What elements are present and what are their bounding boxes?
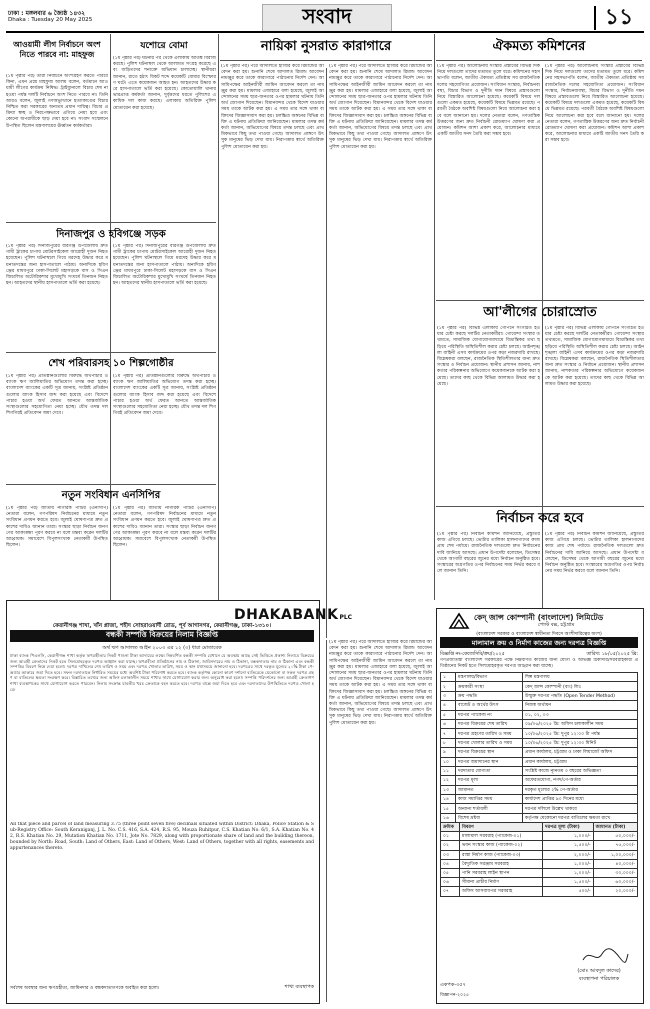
- row-label: ক্রয়কারী সংস্থা: [456, 682, 523, 691]
- tender-item-row: [441, 832, 638, 841]
- row-label: বিশেষ দ্রষ্টব্য: [456, 813, 523, 822]
- headline-consensus: ঐকমত্য কমিশনের: [492, 39, 586, 54]
- tender-info-row: [441, 691, 638, 700]
- item-description: পানি সরবরাহ লাইন স্থাপন: [460, 868, 543, 877]
- item-number: ০৭: [441, 887, 460, 896]
- row-label: অন্যান্য শর্তাবলী: [456, 804, 523, 813]
- row-number: ২: [441, 682, 456, 691]
- row-value: কর্তৃপক্ষ যেকোনো দরপত্র বাতিলের ক্ষমতা রাখে: [523, 813, 638, 822]
- row-number: ৩: [441, 691, 456, 700]
- tender-info-row: [441, 785, 638, 794]
- row-label: দরপত্র খোলার তারিখ ও সময়: [456, 738, 523, 747]
- section-rule: [6, 352, 216, 353]
- body-jessore: (১ম পৃষ্ঠার পর) ঘটনার পর থেকে এলাকায় আতঙ্ক বিরাজ করছে। পুলিশ ঘটনাস্থল থেকে আলামত সংগ্রহ করেছে এবং জড়িতদের শনাক্তে অভিযান চালাচ্ছে। স্থানীয়রা জানান, রাতে হঠাৎ বিকট শব্দে কয়েকটি বোমার বিস্ফোরণ ঘটে। এতে কয়েকজন আহত হন। আহতদের উদ্ধার করে হাসপাতালে ভর্তি করা হয়েছে। কোতোয়ালি থানার ভারপ্রাপ্ত কর্মকর্তা জানান, দুর্বৃত্তদের ধরতে পুলিশের একাধিক দল কাজ করছে। এলাকায় অতিরিক্ত পুলিশ মোতায়েন করা হয়েছে।: [113, 56, 216, 111]
- row-number: ১৫: [441, 804, 456, 813]
- row-value: কার্যাদেশ প্রাপ্তির ৯০ দিনের মধ্যে: [523, 795, 638, 804]
- headline-rule: [220, 60, 432, 61]
- row-value: কেদ্ জান্স কোম্পানী (বাং) লিঃ: [523, 682, 638, 691]
- company-note: (বাংলাদেশ সরকার ও বাংলাদেশ স্বাধীনতা দিবসে অংশীদারিত্বের অংশ): [476, 632, 602, 637]
- headline-awami: আওয়ামী লীগ নির্বাচনে অংশ নিতে পারবে না: মাহফুজ: [13, 40, 101, 59]
- row-number: ১: [441, 673, 456, 682]
- tender-left-code-2: বিজ্ঞাপন-২০২৫: [440, 993, 470, 998]
- dhakabank-subtitle: অর্থ ঋণ আদালত আইন ২০০৩ এর ১২ (৩) ধারা মোতাবেক: [102, 645, 222, 651]
- company-name: কেদ্ জান্স কোম্পানী (বাংলাদেশ) লিমিটেড: [474, 613, 604, 622]
- page-number: ১১: [604, 3, 634, 30]
- tender-info-row: [441, 738, 638, 747]
- row-value: দরকৃত মূল্যের ২% পে-অর্ডার: [523, 785, 638, 794]
- row-value: ১০/০৬/২০২৫ খ্রি: দুপুর ১২:৩০ মিনিট: [523, 738, 638, 747]
- item-deposit: ৩০,০০০/-: [593, 868, 637, 877]
- item-deposit: ১,০০,০০০/-: [593, 850, 637, 859]
- item-deposit: ৫০,০০০/-: [593, 832, 637, 841]
- col-divider: [434, 34, 435, 600]
- column-header: দরপত্র মূল্য (টাকা): [543, 823, 593, 832]
- headline-ncp: নতুন সংবিধান এনসিপির: [61, 490, 161, 501]
- body-aleague-chor-2: (১ম পৃষ্ঠার পর) বিভিন্ন এলাকায় গোপনে সংগঠিত হওয়ার চেষ্টা করছে দলটির নেতাকর্মীরা। গোয়েন্দা সংস্থার তথ্যমতে, সামাজিক যোগাযোগমাধ্যমে বিভ্রান্তিকর তথ্য ছড়িয়ে পরিস্থিতি অস্থিতিশীল করার চেষ্টা চলছে। আইনশৃঙ্খলা বাহিনী এসব কার্যক্রমের ওপর কড়া নজরদারি রাখছে। বিশ্লেষকরা বলছেন, রাজনৈতিক স্থিতিশীলতার জন্য দ্রুত সংস্কার ও নির্বাচন প্রয়োজন। স্থানীয় প্রশাসন জানায়, নাশকতার পরিকল্পনার অভিযোগে কয়েকজনকে আটক করা হয়েছে। তাদের কাছ থেকে বিভিন্ন আলামত উদ্ধার করা হয়েছে।: [545, 326, 644, 387]
- body-sheikh-2: (১ম পৃষ্ঠার পর) প্রতিষ্ঠানগুলোর বিরুদ্ধে অর্থপাচার ও ব্যাংক ঋণ জালিয়াতির অভিযোগ তদন্ত করা হচ্ছে। বাংলাদেশ ব্যাংকের একটি সূত্র জানায়, সংশ্লিষ্ট প্রতিষ্ঠানগুলোর ব্যাংক হিসাব জব্দ করা হয়েছে এবং বিদেশে পাচার হওয়া অর্থ ফেরত আনতে আন্তর্জাতিক সংস্থাগুলোর সহযোগিতা নেয়া হচ্ছে। যৌথ তদন্ত দল শিগগিরই প্রতিবেদন জমা দেবে।: [113, 374, 216, 417]
- item-deposit: ৪০,০০০/-: [593, 859, 637, 868]
- body-election-2: (১ম পৃষ্ঠার পর) নির্বাচন কমিশন জানিয়েছে, প্রস্তুতির কাজ এগিয়ে চলছে। ভোটার তালিকা হালনাগাদের কাজ প্রায় শেষ পর্যায়ে। রাজনৈতিক দলগুলো দ্রুত নির্বাচনের দাবি জানিয়ে আসছে। প্রধান উপদেষ্টা বলেছেন, ডিসেম্বর থেকে আগামী বছরের জুনের মধ্যে নির্বাচন অনুষ্ঠিত হবে। সংস্কারের অগ্রগতির ওপর নির্বাচনের সময় নির্ভর করবে বলে জানান তিনি।: [545, 532, 644, 575]
- item-price: ১,০০০/-: [543, 859, 593, 868]
- row-value: ০১, ০২, ০৩: [523, 710, 638, 719]
- row-label: ক্রয় পদ্ধতি: [456, 691, 523, 700]
- dateline-bn: ঢাকা : মঙ্গলবার ৬ জ্যৈষ্ঠ ১৪৩২: [8, 10, 86, 17]
- dhakabank-title: বন্ধকী সম্পত্তি বিক্রয়ের নিলাম বিজ্ঞপ্তি: [106, 630, 218, 639]
- item-description: ভবন সংস্কার কাজ (প্যাকেজ-০২): [460, 841, 543, 850]
- item-description: রাস্তা নির্মাণ কাজ (প্যাকেজ-০৩): [460, 850, 543, 859]
- item-description: অফিস আসবাবপত্র সরবরাহ: [460, 887, 543, 896]
- headline-dinajpur: দিনাজপুর ও হবিগঞ্জে সড়ক: [56, 229, 166, 240]
- col-divider: [110, 34, 111, 600]
- body-sheikh: (১ম পৃষ্ঠার পর) প্রতিষ্ঠানগুলোর বিরুদ্ধে অর্থপাচার ও ব্যাংক ঋণ জালিয়াতির অভিযোগ তদন্ত করা হচ্ছে। বাংলাদেশ ব্যাংকের একটি সূত্র জানায়, সংশ্লিষ্ট প্রতিষ্ঠানগুলোর ব্যাংক হিসাব জব্দ করা হয়েছে এবং বিদেশে পাচার হওয়া অর্থ ফেরত আনতে আন্তর্জাতিক সংস্থাগুলোর সহযোগিতা নেয়া হচ্ছে। যৌথ তদন্ত দল শিগগিরই প্রতিবেদন জমা দেবে।: [6, 374, 108, 417]
- item-number: ০৪: [441, 859, 460, 868]
- item-number: ০৩: [441, 850, 460, 859]
- headline-nusrat: নায়িকা নুসরাত কারাগারে: [260, 39, 392, 54]
- headline-sheikh: শেখ পরিবারসহ ১০ শিল্পগোষ্ঠীর: [48, 358, 174, 369]
- headline-election: নির্বাচন করে হবে: [496, 511, 584, 526]
- item-price: ৫০০/-: [543, 887, 593, 896]
- tender-intro: গণপ্রজাতন্ত্রী বাংলাদেশ সরকারের পক্ষে নিম্নবর্ণিত কাজের জন্য যোগ্য ও অভিজ্ঞ ঠিকাদার/সরবরাহকারী প্রতিষ্ঠানের নিকট হতে সিলমোহরকৃত দরপত্র আহ্বান করা যাচ্ছে।: [440, 658, 638, 670]
- tender-info-row: [441, 757, 638, 766]
- row-value: অফেরতযোগ্য, নগদ/পে-অর্ডার: [523, 776, 638, 785]
- body-nusrat-4: (১ম পৃষ্ঠার পর) পরে আদালতে হাজির করে রিমান্ডের আবেদন করা হয়। শুনানি শেষে আদালত রিমান্ড আবেদন নামঞ্জুর করে তাকে কারাগারে পাঠানোর নির্দেশ দেন। আসামিপক্ষের আইনজীবী জামিন আবেদন করলে তা নামঞ্জুর করা হয়। মামলার এজাহারে বলা হয়েছে, জুলাই আন্দোলনের সময় ছাত্র-জনতার ওপর হামলার ঘটনায় তিনি অর্থ জোগান দিয়েছেন। বিমানবন্দর থেকে বিদেশ যাওয়ার সময় তাকে আটক করা হয়। এ সময় তার সঙ্গে থাকা ব্যক্তিদের জিজ্ঞাসাবাদ করা হয়। চলচ্চিত্র অঙ্গনের বিভিন্ন ব্যক্তি এ ঘটনায় প্রতিক্রিয়া জানিয়েছেন। মামলার তদন্ত কর্মকর্তা জানান, অভিযোগের বিষয়ে তদন্ত চলছে এবং প্রাথমিকভাবে কিছু তথ্য পাওয়া গেছে। আদালত প্রাঙ্গণে উৎসুক মানুষের ভিড় দেখা যায়। নিরাপত্তার স্বার্থে অতিরিক্ত পুলিশ মোতায়েন করা হয়।: [329, 640, 432, 726]
- page-number-box: [594, 3, 642, 30]
- col-divider: [326, 68, 327, 638]
- tender-left-code: একপক-৩৫৭: [440, 982, 466, 988]
- column-header: জামানত (টাকা): [593, 823, 637, 832]
- row-number: ১১: [441, 766, 456, 775]
- item-deposit: ২০,০০০/-: [593, 887, 637, 896]
- body-dinajpur-2: (১ম পৃষ্ঠার পর) দিনাজপুরের বীরগঞ্জ উপজেলায় দ্রুতগামী ট্রাকের চাপায় মোটরসাইকেল আরোহী দুজন নিহত হয়েছেন। পুলিশ ঘটনাস্থলে গিয়ে মরদেহ উদ্ধার করে ময়নাতদন্তের জন্য হাসপাতালে পাঠায়। অন্যদিকে হবিগঞ্জের মাধবপুরে ঢাকা-সিলেট মহাসড়কে বাস ও সিএনজিচালিত অটোরিকশার মুখোমুখি সংঘর্ষে তিনজন নিহত হন। আহতদের স্থানীয় হাসপাতালে ভর্তি করা হয়েছে।: [113, 244, 216, 287]
- row-number: ৭: [441, 729, 456, 738]
- row-number: ৫: [441, 710, 456, 719]
- tender-info-row: [441, 748, 638, 757]
- row-label: কাজ সমাপ্তির সময়: [456, 795, 523, 804]
- item-description: মালামাল সরবরাহ (প্যাকেজ-০১): [460, 832, 543, 841]
- masthead-title: সংবাদ: [302, 3, 352, 28]
- masthead: [262, 4, 392, 32]
- tender-info-row: [441, 673, 638, 682]
- tender-info-row: [441, 710, 638, 719]
- tender-info-row: [441, 719, 638, 728]
- body-nusrat: (১ম পৃষ্ঠার পর) পরে আদালতে হাজির করে রিমান্ডের আবেদন করা হয়। শুনানি শেষে আদালত রিমান্ড আবেদন নামঞ্জুর করে তাকে কারাগারে পাঠানোর নির্দেশ দেন। আসামিপক্ষের আইনজীবী জামিন আবেদন করলে তা নামঞ্জুর করা হয়। মামলার এজাহারে বলা হয়েছে, জুলাই আন্দোলনের সময় ছাত্র-জনতার ওপর হামলার ঘটনায় তিনি অর্থ জোগান দিয়েছেন। বিমানবন্দর থেকে বিদেশ যাওয়ার সময় তাকে আটক করা হয়। এ সময় তার সঙ্গে থাকা ব্যক্তিদের জিজ্ঞাসাবাদ করা হয়। চলচ্চিত্র অঙ্গনের বিভিন্ন ব্যক্তি এ ঘটনায় প্রতিক্রিয়া জানিয়েছেন। মামলার তদন্ত কর্মকর্তা জানান, অভিযোগের বিষয়ে তদন্ত চলছে এবং প্রাথমিকভাবে কিছু তথ্য পাওয়া গেছে। আদালত প্রাঙ্গণে উৎসুক মানুষের ভিড় দেখা যায়। নিরাপত্তার স্বার্থে অতিরিক্ত পুলিশ মোতায়েন করা হয়।: [221, 64, 324, 150]
- row-value: প্রধান কার্যালয়, চট্টগ্রাম: [523, 757, 638, 766]
- row-label: দরপত্র বিক্রয়ের স্থান: [456, 748, 523, 757]
- signature-scribble-icon: [580, 946, 630, 966]
- tender-items-header: [441, 823, 638, 832]
- col-divider: [326, 640, 327, 1002]
- body-aleague-chor: (১ম পৃষ্ঠার পর) বিভিন্ন এলাকায় গোপনে সংগঠিত হওয়ার চেষ্টা করছে দলটির নেতাকর্মীরা। গোয়েন্দা সংস্থার তথ্যমতে, সামাজিক যোগাযোগমাধ্যমে বিভ্রান্তিকর তথ্য ছড়িয়ে পরিস্থিতি অস্থিতিশীল করার চেষ্টা চলছে। আইনশৃঙ্খলা বাহিনী এসব কার্যক্রমের ওপর কড়া নজরদারি রাখছে। বিশ্লেষকরা বলছেন, রাজনৈতিক স্থিতিশীলতার জন্য দ্রুত সংস্কার ও নির্বাচন প্রয়োজন। স্থানীয় প্রশাসন জানায়, নাশকতার পরিকল্পনার অভিযোগে কয়েকজনকে আটক করা হয়েছে। তাদের কাছ থেকে বিভিন্ন আলামত উদ্ধার করা হয়েছে।: [437, 326, 540, 387]
- row-label: দরপত্র মূল্য: [456, 776, 523, 785]
- item-number: ০৬: [441, 878, 460, 887]
- body-consensus: (১ম পৃষ্ঠার পর) আলোচনায় সংস্কার প্রস্তাবের বিভিন্ন দিক নিয়ে দলগুলো তাদের মতামত তুলে ধরে। কমিশনের সহসভাপতি বলেন, জাতীয় ঐকমত্য প্রতিষ্ঠায় সব রাজনৈতিক দলের সহযোগিতা প্রয়োজন। সংবিধান সংস্কার, নির্বাচনব্যবস্থা, বিচার বিভাগ ও দুর্নীতি দমন বিষয়ে প্রস্তাবগুলো নিয়ে বিস্তারিত আলোচনা হয়েছে। কয়েকটি বিষয়ে দলগুলো একমত হয়েছে, কয়েকটি বিষয়ে ভিন্নমত রয়েছে। পরবর্তী বৈঠকে অবশিষ্ট বিষয়গুলো নিয়ে আলোচনা করা হবে বলে জানানো হয়। দলের নেতারা বলেন, গণতান্ত্রিক উত্তরণের জন্য দ্রুত নির্বাচনী রোডম্যাপ ঘোষণা করা প্রয়োজন। কমিশন আশা প্রকাশ করে, আলোচনার মাধ্যমে একটি জাতীয় সনদ তৈরি করা সম্ভব হবে।: [437, 64, 540, 138]
- row-value: প্রধান কার্যালয়, চট্টগ্রাম ও ঢাকা লিয়াজোঁ অফিস: [523, 748, 638, 757]
- row-number: ১৪: [441, 795, 456, 804]
- row-value: উন্মুক্ত দরপত্র পদ্ধতি (Open Tender Method): [523, 691, 638, 700]
- body-nusrat-2: (১ম পৃষ্ঠার পর) পরে আদালতে হাজির করে রিমান্ডের আবেদন করা হয়। শুনানি শেষে আদালত রিমান্ড আবেদন নামঞ্জুর করে তাকে কারাগারে পাঠানোর নির্দেশ দেন। আসামিপক্ষের আইনজীবী জামিন আবেদন করলে তা নামঞ্জুর করা হয়। মামলার এজাহারে বলা হয়েছে, জুলাই আন্দোলনের সময় ছাত্র-জনতার ওপর হামলার ঘটনায় তিনি অর্থ জোগান দিয়েছেন। বিমানবন্দর থেকে বিদেশ যাওয়ার সময় তাকে আটক করা হয়। এ সময় তার সঙ্গে থাকা ব্যক্তিদের জিজ্ঞাসাবাদ করা হয়। চলচ্চিত্র অঙ্গনের বিভিন্ন ব্যক্তি এ ঘটনায় প্রতিক্রিয়া জানিয়েছেন। মামলার তদন্ত কর্মকর্তা জানান, অভিযোগের বিষয়ে তদন্ত চলছে এবং প্রাথমিকভাবে কিছু তথ্য পাওয়া গেছে। আদালত প্রাঙ্গণে উৎসুক মানুষের ভিড় দেখা যায়। নিরাপত্তার স্বার্থে অতিরিক্ত পুলিশ মোতায়েন করা হয়।: [329, 64, 432, 150]
- row-label: দরপত্র প্যাকেজ নং: [456, 710, 523, 719]
- tender-ref: বিজ্ঞপ্তি নং-কেজেসিবি/ক্রয়/২০২৫: [440, 652, 505, 657]
- body-election: (১ম পৃষ্ঠার পর) নির্বাচন কমিশন জানিয়েছে, প্রস্তুতির কাজ এগিয়ে চলছে। ভোটার তালিকা হালনাগাদের কাজ প্রায় শেষ পর্যায়ে। রাজনৈতিক দলগুলো দ্রুত নির্বাচনের দাবি জানিয়ে আসছে। প্রধান উপদেষ্টা বলেছেন, ডিসেম্বর থেকে আগামী বছরের জুনের মধ্যে নির্বাচন অনুষ্ঠিত হবে। সংস্কারের অগ্রগতির ওপর নির্বাচনের সময় নির্ভর করবে বলে জানান তিনি।: [437, 532, 540, 575]
- tender-banner-text: মালামাল ক্রয় ও নির্মাণ কাজের জন্য দরপত্র বিজ্ঞপ্তি: [471, 638, 607, 647]
- row-number: ৯: [441, 748, 456, 757]
- tender-item-row: [441, 841, 638, 850]
- tender-info-row: [441, 766, 638, 775]
- row-label: দরপত্র গ্রহণের তারিখ ও সময়: [456, 729, 523, 738]
- row-label: দরপত্র জমাদানের স্থান: [456, 757, 523, 766]
- tender-info-row: [441, 795, 638, 804]
- body-awami: (১ম পৃষ্ঠার পর) তারা নির্বাচনে অংশগ্রহণ করতে পারবে কিনা, এমন প্রশ্নে মাহফুজ আলম বলেন, বর্তমানে আওয়ামী লীগের কার্যক্রম নিষিদ্ধ। ট্রাইব্যুনালে বিচার শেষ না হওয়া পর্যন্ত দলটি নির্বাচনে অংশ নিতে পারবে না। তিনি আরও বলেন, জুলাই গণঅভ্যুত্থানে হত্যাকাণ্ডের বিচার নিশ্চিত করা সরকারের অন্যতম প্রধান দায়িত্ব। বিচার প্রক্রিয়া স্বচ্ছ ও নিরপেক্ষভাবে এগিয়ে নেয়া হবে এবং কোনো অপরাধীকে ছাড় দেয়া হবে না। সংবাদ সম্মেলনে উপস্থিত ছিলেন মন্ত্রণালয়ের ঊর্ধ্বতন কর্মকর্তারা।: [6, 74, 108, 129]
- body-ncp: (১ম পৃষ্ঠার পর) জাতীয় নাগরিক পার্টির (এনসিপি) নেতারা বলেন, গণপরিষদ নির্বাচনের মাধ্যমে নতুন সংবিধান প্রণয়ন করতে হবে। জুলাই ঘোষণাপত্র দ্রুত প্রকাশের দাবিও জানান তারা। সংস্কার ছাড়া নির্বাচন জনগণের আকাঙ্ক্ষা পূরণ করবে না বলে মন্তব্য করেন দলটির আহ্বায়ক। সমাবেশে বিপুলসংখ্যক নেতাকর্মী উপস্থিত ছিলেন।: [6, 506, 108, 549]
- column-header: ক্রমিক: [441, 823, 460, 832]
- row-label: দরদাতার যোগ্যতা: [456, 766, 523, 775]
- row-value: নিজস্ব অর্থায়ন: [523, 701, 638, 710]
- section-rule: [6, 484, 216, 485]
- company-logo-icon: [448, 612, 470, 630]
- row-label: দরপত্র বিক্রয়ের শেষ তারিখ: [456, 719, 523, 728]
- tender-signature: (মোঃ আবদুল কাদের): [577, 968, 621, 974]
- header-rule: [6, 31, 644, 33]
- item-deposit: ৬০,০০০/-: [593, 878, 637, 887]
- tender-item-row: [441, 887, 638, 896]
- tender-item-row: [441, 868, 638, 877]
- row-value: সংশ্লিষ্ট কাজে ন্যূনতম ৩ বছরের অভিজ্ঞতা: [523, 766, 638, 775]
- row-number: ১০: [441, 757, 456, 766]
- tender-info-row: [441, 682, 638, 691]
- tender-banner: [440, 637, 638, 648]
- row-label: বাজেট ও অর্থের উৎস: [456, 701, 523, 710]
- tender-info-table: [440, 672, 638, 823]
- dhakabank-signature: শাখা ব্যবস্থাপক: [284, 984, 314, 990]
- row-number: ১৬: [441, 813, 456, 822]
- tender-info-row: [441, 804, 638, 813]
- headline-aleague-chor: আ'লীগের চোরাস্রোত: [483, 305, 597, 320]
- tender-item-row: [441, 850, 638, 859]
- section-rule: [436, 506, 644, 507]
- row-label: মন্ত্রণালয়/বিভাগ: [456, 673, 523, 682]
- headline-rule: [436, 60, 642, 61]
- tender-date: তারিখ: ১৮/০৫/২০২৫ খ্রি:: [586, 652, 638, 657]
- body-consensus-2: (১ম পৃষ্ঠার পর) আলোচনায় সংস্কার প্রস্তাবের বিভিন্ন দিক নিয়ে দলগুলো তাদের মতামত তুলে ধরে। কমিশনের সহসভাপতি বলেন, জাতীয় ঐকমত্য প্রতিষ্ঠায় সব রাজনৈতিক দলের সহযোগিতা প্রয়োজন। সংবিধান সংস্কার, নির্বাচনব্যবস্থা, বিচার বিভাগ ও দুর্নীতি দমন বিষয়ে প্রস্তাবগুলো নিয়ে বিস্তারিত আলোচনা হয়েছে। কয়েকটি বিষয়ে দলগুলো একমত হয়েছে, কয়েকটি বিষয়ে ভিন্নমত রয়েছে। পরবর্তী বৈঠকে অবশিষ্ট বিষয়গুলো নিয়ে আলোচনা করা হবে বলে জানানো হয়। দলের নেতারা বলেন, গণতান্ত্রিক উত্তরণের জন্য দ্রুত নির্বাচনী রোডম্যাপ ঘোষণা করা প্রয়োজন। কমিশন আশা প্রকাশ করে, আলোচনার মাধ্যমে একটি জাতীয় সনদ তৈরি করা সম্ভব হবে।: [545, 64, 644, 144]
- row-number: ১৩: [441, 785, 456, 794]
- item-price: ১,০০০/-: [543, 868, 593, 877]
- item-deposit: ৭৫,০০০/-: [593, 841, 637, 850]
- dhakabank-footer: সর্বশেষ অবস্থার জন্য ঋণগ্রহীতা, জামিনদার ও বন্ধকদাতাগণকে অবহিত করা হলো।: [10, 986, 160, 991]
- item-description: সীমানা প্রাচীর নির্মাণ: [460, 878, 543, 887]
- col-divider: [218, 34, 219, 600]
- tender-item-row: [441, 878, 638, 887]
- item-description: বৈদ্যুতিক সরঞ্জাম সরবরাহ: [460, 859, 543, 868]
- body-dinajpur: (১ম পৃষ্ঠার পর) দিনাজপুরের বীরগঞ্জ উপজেলায় দ্রুতগামী ট্রাকের চাপায় মোটরসাইকেল আরোহী দুজন নিহত হয়েছেন। পুলিশ ঘটনাস্থলে গিয়ে মরদেহ উদ্ধার করে ময়নাতদন্তের জন্য হাসপাতালে পাঠায়। অন্যদিকে হবিগঞ্জের মাধবপুরে ঢাকা-সিলেট মহাসড়কে বাস ও সিএনজিচালিত অটোরিকশার মুখোমুখি সংঘর্ষে তিনজন নিহত হন। আহতদের স্থানীয় হাসপাতালে ভর্তি করা হয়েছে।: [6, 244, 108, 287]
- tender-info-row: [441, 701, 638, 710]
- headline-jessore: যশোরে বোমা: [140, 41, 188, 51]
- row-value: ০৯/০৬/২০২৫ খ্রি: অফিস চলাকালীন সময়: [523, 719, 638, 728]
- dateline-en: Dhaka : Tuesday 20 May 2025: [8, 17, 93, 23]
- section-rule: [436, 300, 644, 301]
- column-header: বিবরণ: [460, 823, 543, 832]
- row-label: জামানত: [456, 785, 523, 794]
- body-ncp-2: (১ম পৃষ্ঠার পর) জাতীয় নাগরিক পার্টির (এনসিপি) নেতারা বলেন, গণপরিষদ নির্বাচনের মাধ্যমে নতুন সংবিধান প্রণয়ন করতে হবে। জুলাই ঘোষণাপত্র দ্রুত প্রকাশের দাবিও জানান তারা। সংস্কার ছাড়া নির্বাচন জনগণের আকাঙ্ক্ষা পূরণ করবে না বলে মন্তব্য করেন দলটির আহ্বায়ক। সমাবেশে বিপুলসংখ্যক নেতাকর্মী উপস্থিত ছিলেন।: [113, 506, 216, 549]
- item-number: ০৫: [441, 868, 460, 877]
- company-subname: পোস্ট বক্স, চট্টগ্রাম: [537, 622, 575, 628]
- dhakabank-body: ঢাকা ব্যাংক পিএলসি, কেরানীগঞ্জ শাখা কর্তৃক ঋণগ্রহীতার নিকট পাওনা টাকা আদায়ের লক্ষ্যে নিম্নবর্ণিত বন্ধকী সম্পত্তি যেখানে যে অবস্থায় আছে সেই ভিত্তিতে প্রকাশ্য নিলামে বিক্রয়ের জন্য আগ্রহী ক্রেতাদের নিকট হতে সিলমোহরকৃত দরপত্র আহ্বান করা যাচ্ছে। ঋণগ্রহীতা প্রতিষ্ঠানের নাম ও ঠিকানা, জামিনদারের নাম ও ঠিকানা, বন্ধকদাতার নাম ও ঠিকানা এবং বন্ধকী সম্পত্তির বিবরণ নিম্নে দেয়া হলো। দরপত্র দাখিলের শেষ তারিখ ও সময় এবং দরপত্র খোলার তারিখ, সময় ও স্থান যথাসময়ে জানানো হবে। দরপত্রের সাথে দরকৃত মূল্যের ২০% টাকা পে-অর্ডার আকারে জমা দিতে হবে। সফল দরদাতাকে নির্ধারিত সময়ের মধ্যে অবশিষ্ট টাকা পরিশোধ করতে হবে। ব্যাংক কর্তৃপক্ষ কোনো কারণ দর্শানো ব্যতিরেকে যেকোনো বা সকল দরপত্র গ্রহণ বা বাতিলের ক্ষমতা সংরক্ষণ করে। বিস্তারিত তথ্যের জন্য অফিস চলাকালীন সময়ে শাখার সাথে যোগাযোগ করার জন্য অনুরোধ করা হলো। সম্পত্তি পরিদর্শনের জন্য আগ্রহী ক্রেতাগণ শাখা ব্যবস্থাপকের সাথে যোগাযোগ করতে পারবেন। নিলাম সংক্রান্ত যাবতীয় খরচ ক্রেতাকে বহন করতে হবে। দরপত্র বাক্সে জমা দিতে হবে এবং দরদাতাদের উপস্থিতিতে দরপত্র খোলা হবে।: [10, 653, 314, 692]
- item-number: ০২: [441, 841, 460, 850]
- row-value: দরপত্র দলিলে উল্লেখ থাকবে: [523, 804, 638, 813]
- section-rule: [6, 222, 216, 223]
- tender-items-table: [440, 822, 638, 897]
- dhakabank-title-bar: [10, 630, 314, 642]
- dhakabank-branch: কেরানীগঞ্জ শাখা, খাঁন প্লাজা, শহীদ সোহরাওয়ার্দী রোড, পূর্ব আগানগর, কেরানীগঞ্জ, ঢাকা-১৩১০।: [52, 623, 272, 629]
- tender-info-row: [441, 776, 638, 785]
- tender-item-row: [441, 859, 638, 868]
- dhakabank-english: All that piece and parcel of land measuring 3.75 (three point seven five) decimals situated within District: Dhaka, Police Station & Sub-Registry Office: South Keraniganj, J. L. No. C.S. 416, S.A. 424, R.S. 95, Mouza Ruhitpur, C.S. Khatian No. 6/1, S.A. Khatian No. 42, R.S. Khatian No. 29, Mutation Khatian No. 1711, Jote No. 7829, along with proportionate share of land and the building thereon, bounded by North: Road, South: Land of Others, East: Land of Others, West: Land of Others, together with all rights, easements and appurtenances thereto.: [10, 822, 314, 851]
- tender-info-row: [441, 729, 638, 738]
- row-value: শিল্প মন্ত্রণালয়: [523, 673, 638, 682]
- item-number: ০১: [441, 832, 460, 841]
- item-price: ২,০০০/-: [543, 850, 593, 859]
- item-price: ১,৫০০/-: [543, 841, 593, 850]
- item-price: ১,০০০/-: [543, 832, 593, 841]
- row-number: ১২: [441, 776, 456, 785]
- item-price: ১,৫০০/-: [543, 878, 593, 887]
- row-number: ৬: [441, 719, 456, 728]
- row-value: ১০/০৬/২০২৫ খ্রি: দুপুর ১২:০০ টা পর্যন্ত: [523, 729, 638, 738]
- row-number: ৮: [441, 738, 456, 747]
- row-number: ৪: [441, 701, 456, 710]
- tender-sig-title: ব্যবস্থাপনা পরিচালক: [578, 976, 620, 982]
- dhakabank-logo: DHAKABANKPLC: [234, 607, 353, 623]
